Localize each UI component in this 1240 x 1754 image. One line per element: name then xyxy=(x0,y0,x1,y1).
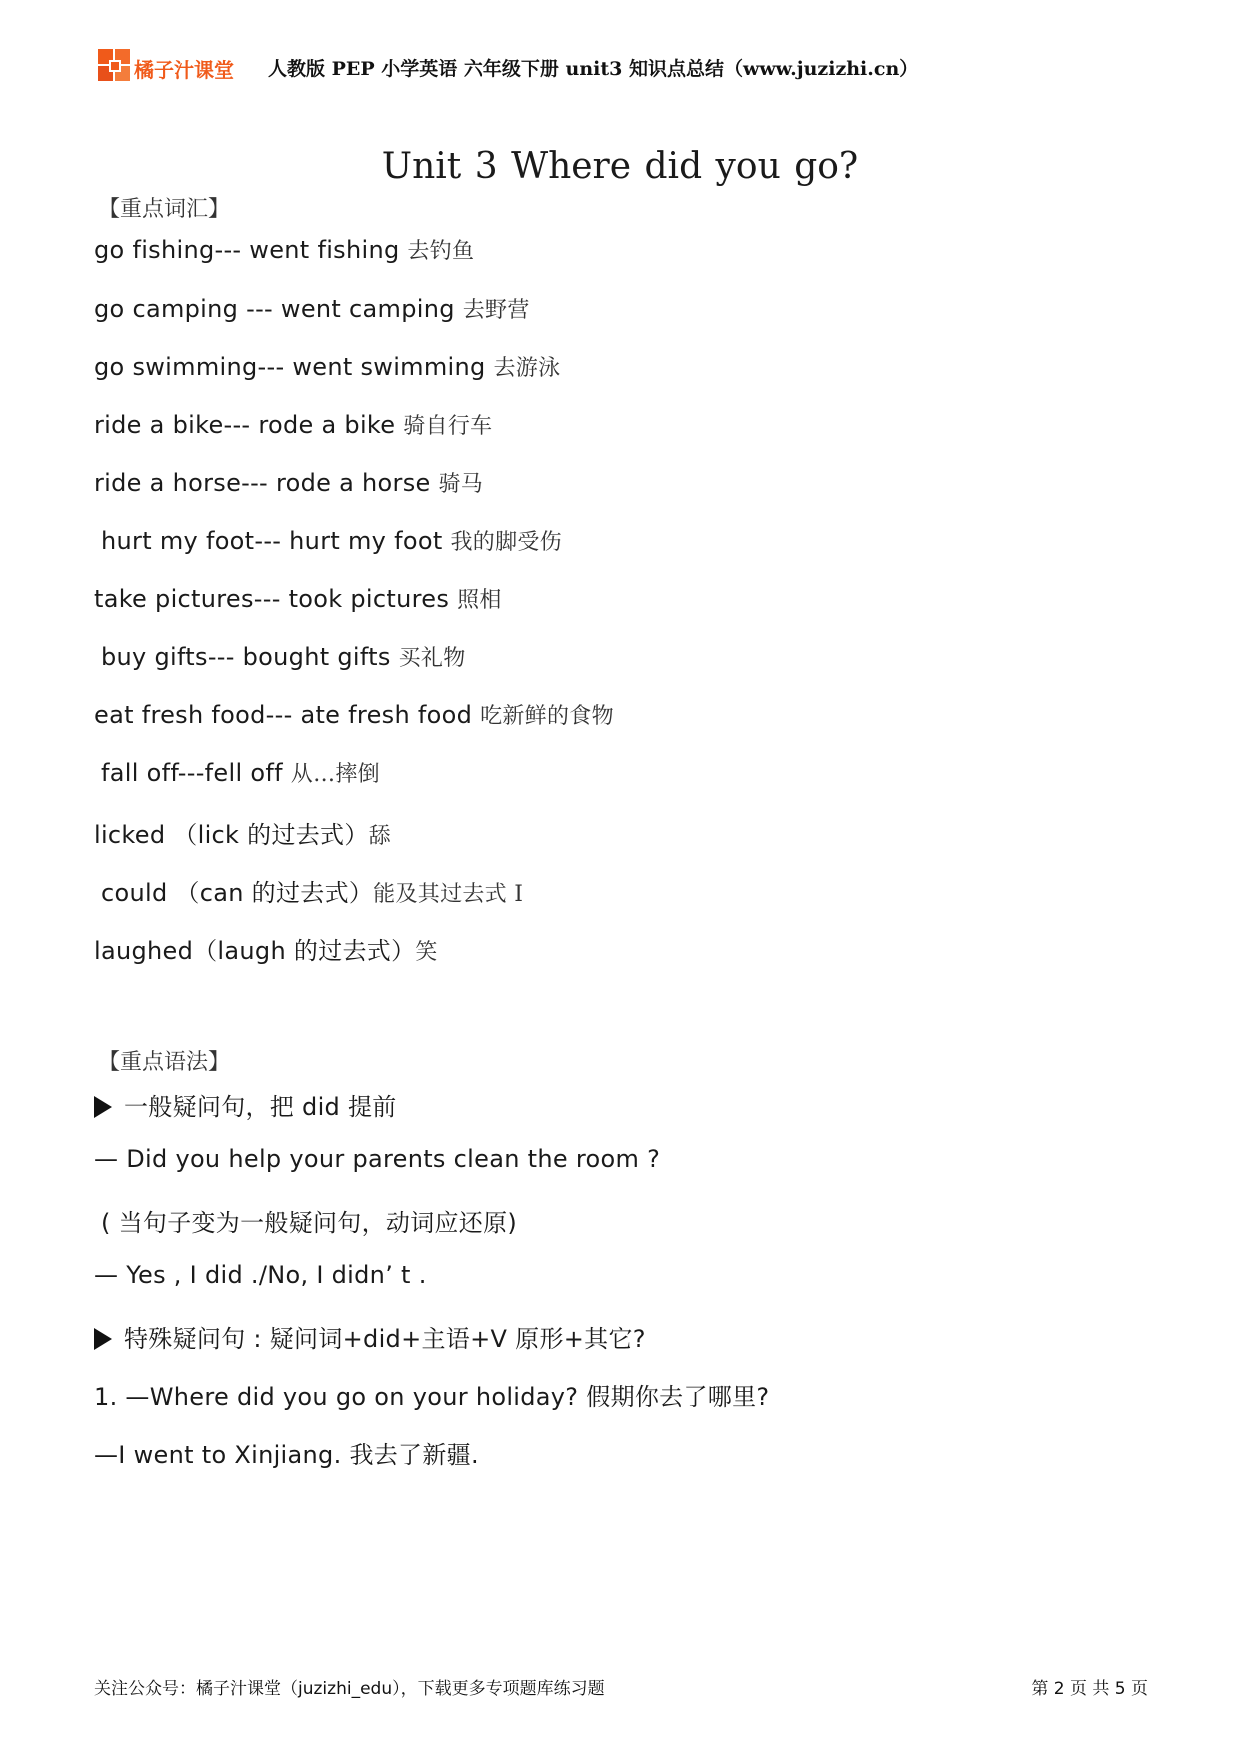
vocab-item: ride a bike--- rode a bike 骑自行车 xyxy=(94,411,493,439)
page-number: 第 2 页 共 5 页 xyxy=(1031,1679,1148,1699)
triangle-bullet-icon xyxy=(94,1096,112,1118)
vocab-item: ride a horse--- rode a horse 骑马 xyxy=(94,469,484,497)
grammar-line: ( 当句子变为一般疑问句，动词应还原) xyxy=(101,1209,518,1237)
grammar-line: 一般疑问句，把 did 提前 xyxy=(94,1087,397,1122)
grammar-line: —I went to Xinjiang. 我去了新疆. xyxy=(94,1441,479,1469)
vocab-item: laughed（laugh 的过去式）笑 xyxy=(94,937,438,965)
grammar-line: 1. —Where did you go on your holiday? 假期你去了哪里? xyxy=(94,1383,770,1411)
page-header xyxy=(98,46,1158,86)
grammar-line: — Yes , I did ./No, I didn’ t . xyxy=(94,1261,427,1289)
vocab-item: fall off---fell off 从…摔倒 xyxy=(101,759,380,787)
grammar-heading: 【重点语法】 xyxy=(98,1050,231,1075)
vocab-item: licked （lick 的过去式）舔 xyxy=(94,821,391,849)
juzizhi-logo-icon xyxy=(98,49,132,83)
vocab-item: eat fresh food--- ate fresh food 吃新鲜的食物 xyxy=(94,701,614,729)
vocab-item: go camping --- went camping 去野营 xyxy=(94,295,530,323)
header-title: 人教版 PEP 小学英语 六年级下册 unit3 知识点总结（www.juzizhi.cn） xyxy=(268,58,919,80)
logo-text: 橘子汁课堂 xyxy=(134,58,234,82)
vocab-item: hurt my foot--- hurt my foot 我的脚受伤 xyxy=(101,527,562,555)
footer-promo-text: 关注公众号：橘子汁课堂（juzizhi_edu），下载更多专项题库练习题 xyxy=(94,1679,605,1699)
grammar-line: — Did you help your parents clean the room ? xyxy=(94,1145,661,1173)
vocab-item: could （can 的过去式）能及其过去式 I xyxy=(101,879,524,907)
vocab-item: go swimming--- went swimming 去游泳 xyxy=(94,353,561,381)
vocab-item: take pictures--- took pictures 照相 xyxy=(94,585,502,613)
vocab-item: go fishing--- went fishing 去钓鱼 xyxy=(94,236,475,264)
triangle-bullet-icon xyxy=(94,1328,112,1350)
vocab-heading: 【重点词汇】 xyxy=(98,197,231,222)
vocab-item: buy gifts--- bought gifts 买礼物 xyxy=(101,643,466,671)
grammar-line: 特殊疑问句 : 疑问词+did+主语+V 原形+其它? xyxy=(94,1319,646,1354)
page-title: Unit 3 Where did you go? xyxy=(381,146,859,187)
